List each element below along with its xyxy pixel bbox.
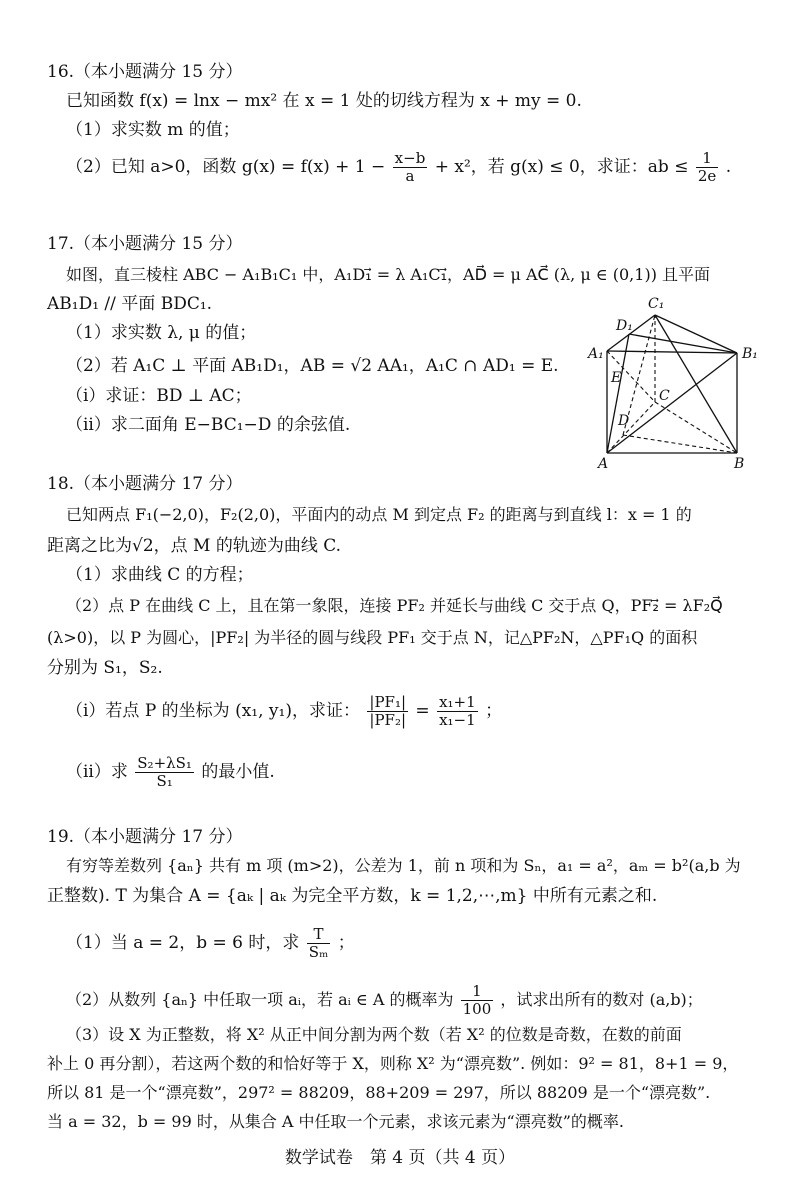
q19-stem-line1: 有穷等差数列 {aₙ} 共有 m 项 (m>2)，公差为 1，前 n 项和为 Sₙ，a₁ = a²，aₘ = b²(a,b 为 [66,856,741,875]
q18-stem-line2: 距离之比为√2，点 M 的轨迹为曲线 C. [47,536,342,556]
q19-p1-frac-den: Sₘ [308,943,329,961]
q18-header: 18.（本小题满分 17 分） [47,474,243,494]
edge-d-b-dashed [623,435,737,453]
label-c1: C₁ [648,296,665,312]
q19-part3-line4: 当 a = 32，b = 99 时，从集合 A 中任取一个元素，求该元素为“漂亮数”的概率. [47,1112,625,1131]
q18-i-frac1-den: |PF₂| [369,711,407,729]
q18-ii-frac-num: S₂+λS₁ [137,754,192,772]
prism-figure [580,290,780,470]
q16-frac1-num: x−b [394,149,426,167]
q18-part2-line3: 分别为 S₁，S₂. [47,658,163,678]
label-c: C [659,388,670,404]
q16-frac2-den: 2e [697,167,717,185]
q19-part3-line3: 所以 81 是一个“漂亮数”，297² = 88209，88+209 = 297，所以 88209 是一个“漂亮数”. [47,1083,711,1102]
q17-part1: （1）求实数 λ, μ 的值； [66,323,257,343]
q19-part3-line2: 补上 0 再分割），若这两个数的和恰好等于 X，则称 X² 为“漂亮数”. 例如：9² = 81，8+1 = 9， [47,1054,739,1073]
q18-ii-frac-den: S₁ [156,772,173,790]
q19-p1-frac-num: T [307,926,330,944]
q16-frac2-num: 1 [696,150,718,168]
label-b: B [734,456,745,470]
q18-part1: （1）求曲线 C 的方程； [66,565,254,585]
edge-a-c-dashed [607,402,655,453]
q19-p2-end: ，试求出所有的数对 (a,b)； [500,990,703,1009]
q19-stem-line2: 正整数). T 为集合 A = {aₖ | aₖ 为完全平方数，k = 1,2,⋯,m} 中所有元素之和. [47,886,658,906]
q16-part2-end: . [725,157,732,177]
q18-ii-text: （ii）求 [66,762,128,782]
q18-i-eq: = [415,701,430,721]
q18-i-frac1-num: |PF₁| [369,693,407,711]
q17-stem-line1: 如图，直三棱柱 ABC − A₁B₁C₁ 中，A₁D₁⃗ = λ A₁C₁⃗，AD⃗ = μ AC⃗ (λ, μ ∈ (0,1)) 且平面 [66,265,711,284]
q18-ii-end: 的最小值. [201,762,275,782]
q18-i-frac2-den: x₁−1 [439,711,476,729]
q17-part2-ii: （ii）求二面角 E−BC₁−D 的余弦值. [66,415,351,435]
q18-i-text: （i）若点 P 的坐标为 (x₁, y₁)，求证： [66,701,360,721]
label-d1: D₁ [616,318,633,334]
edge-c-b-dashed [655,402,737,453]
q16-header: 16.（本小题满分 15 分） [47,62,243,82]
label-a1: A₁ [588,346,604,362]
edge-c1-b [655,315,737,453]
q18-ii-fraction [135,755,194,790]
edge-a1-b1 [607,351,737,353]
q18-part2-line2: (λ>0)，以 P 为圆心，|PF₂| 为半径的圆与线段 PF₁ 交于点 N，记△PF₂N，△PF₁Q 的面积 [47,628,698,647]
q19-part3-line1: （3）设 X 为正整数，将 X² 从正中间分割为两个数（若 X² 的位数是奇数，在数的前面 [66,1025,682,1044]
q18-i-fraction-2 [437,694,478,729]
edge-c1-b1 [655,315,737,353]
q16-fraction-2 [696,150,718,185]
label-d: D [618,413,630,429]
q18-part2-line1: （2）点 P 在曲线 C 上，且在第一象限，连接 PF₂ 并延长与曲线 C 交于点 Q，PF₂⃗ = λF₂Q⃗ [66,596,723,615]
edge-a-b1 [607,353,737,453]
label-b1: B₁ [742,346,758,362]
q19-p2-fraction [461,983,494,1018]
q19-p2-frac-den: 100 [462,1000,492,1018]
q16-stem: 已知函数 f(x) = lnx − mx² 在 x = 1 处的切线方程为 x + my = 0. [66,91,582,111]
q19-header: 19.（本小题满分 17 分） [47,827,243,847]
q16-fraction-1 [393,150,428,185]
q16-part2-text-b: + x²，若 g(x) ≤ 0，求证：ab ≤ [434,157,689,177]
q18-part2-ii [66,755,275,790]
q19-p1-fraction [307,926,330,961]
q17-part2-i: （i）求证：BD ⊥ AC； [66,386,252,406]
q18-i-frac2-num: x₁+1 [439,693,476,711]
q17-part2: （2）若 A₁C ⊥ 平面 AB₁D₁，AB = √2 AA₁，A₁C ∩ AD₁ = E. [66,356,559,376]
label-e: E [611,370,622,386]
q18-i-fraction-1 [367,694,408,729]
q19-part2 [66,983,703,1018]
q16-part2 [66,150,731,185]
page-footer: 数学试卷 第 4 页（共 4 页） [284,1148,516,1168]
q17-stem-line2: AB₁D₁ // 平面 BDC₁. [47,294,213,314]
q16-frac1-den: a [405,167,415,185]
q17-header: 17.（本小题满分 15 分） [47,234,243,254]
q19-p2-text: （2）从数列 {aₙ} 中任取一项 aᵢ，若 aᵢ ∈ A 的概率为 [66,990,454,1009]
q16-part2-text-a: （2）已知 a>0，函数 g(x) = f(x) + 1 − [66,157,386,177]
q19-part1 [66,926,355,961]
q18-part2-i [66,694,502,729]
q18-stem-line1: 已知两点 F₁(−2,0)，F₂(2,0)，平面内的动点 M 到定点 F₂ 的距离与到直线 l：x = 1 的 [66,505,692,524]
q16-part1: （1）求实数 m 的值； [66,120,240,140]
q19-p2-frac-num: 1 [461,983,494,1001]
q19-p1-end: ； [337,933,355,953]
label-a: A [598,456,609,470]
q18-i-end: ； [485,701,503,721]
q19-p1-text: （1）当 a = 2，b = 6 时，求 [66,933,300,953]
